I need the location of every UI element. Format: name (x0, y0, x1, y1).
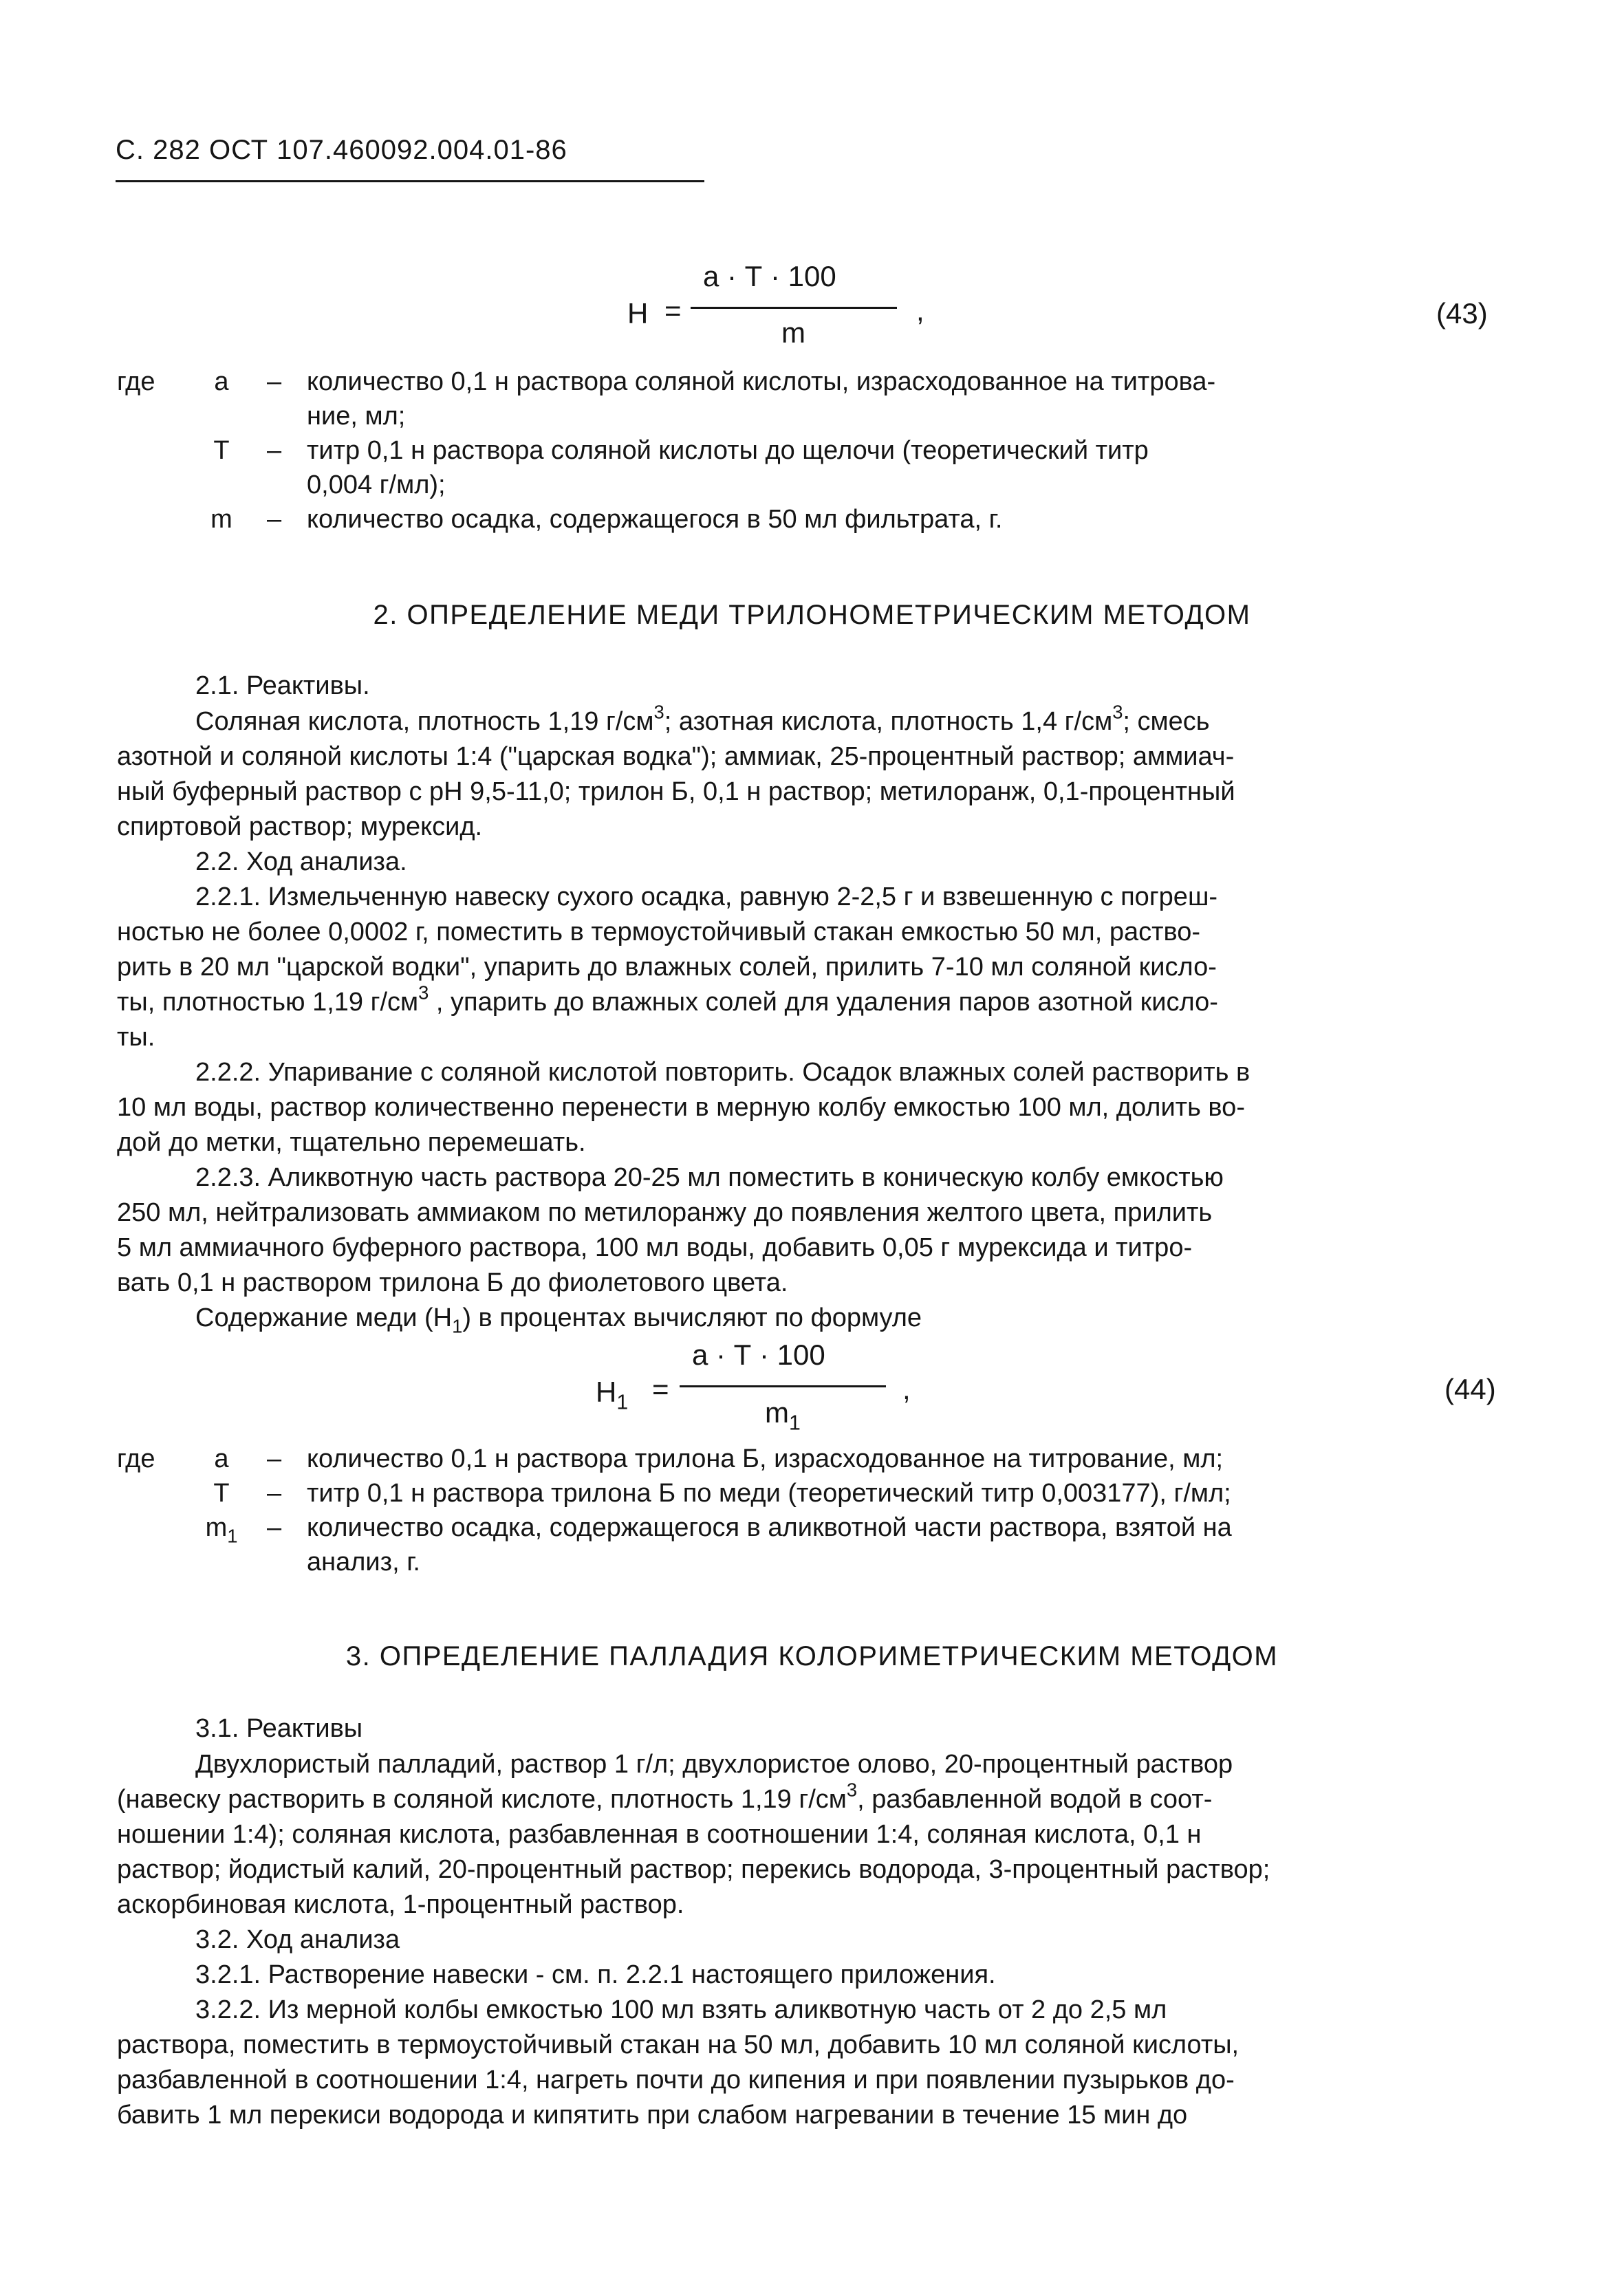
where-label: где (117, 1444, 155, 1473)
superscript: 3 (653, 701, 664, 723)
paragraph-line: 2.2.3. Аликвотную часть раствора 20-25 мл поместить в коническую колбу емкостью (195, 1163, 1224, 1192)
where-symbol-m1-sub: 1 (227, 1525, 238, 1547)
text-run: (навеску растворить в соляной кислоте, плотность 1,19 г/см (117, 1785, 847, 1814)
formula-43-lhs: Н (627, 297, 649, 329)
paragraph-line: ношении 1:4); соляная кислота, разбавленная в соотношении 1:4, соляная кислота, 0,1 н (117, 1820, 1202, 1849)
text-run: ; смесь (1123, 707, 1210, 736)
paragraph-line: бавить 1 мл перекиси водорода и кипятить при слабом нагревании в течение 15 мин до (117, 2101, 1188, 2130)
where-symbol-m1 (201, 1510, 242, 1554)
text-run: ; азотная кислота, плотность 1,4 г/см (664, 707, 1113, 736)
where-text: титр 0,1 н раствора соляной кислоты до щелочи (теоретический титр (307, 436, 1149, 465)
paragraph-line: 2.1. Реактивы. (195, 671, 370, 700)
where-dash: – (267, 1479, 282, 1508)
text-run: ты, плотностью 1,19 г/см (117, 988, 419, 1017)
paragraph-line: Двухлористый палладий, раствор 1 г/л; двухлористое олово, 20-процентный раствор (195, 1750, 1233, 1779)
paragraph-line: 3.1. Реактивы (195, 1714, 363, 1743)
where-symbol-a: а (214, 367, 229, 396)
formula-43-comma: , (916, 294, 924, 327)
formula-43-numerator: а · Т · 100 (703, 260, 836, 292)
paragraph-line: 2.2. Ход анализа. (195, 847, 407, 876)
paragraph-line: 3.2.1. Растворение навески - см. п. 2.2.1 настоящего приложения. (195, 1960, 996, 1989)
superscript: 3 (846, 1779, 858, 1801)
where-dash: – (267, 1513, 282, 1542)
paragraph-line (117, 1779, 1213, 1817)
formula-44-denominator-sub: 1 (789, 1411, 801, 1435)
paragraph-line: аскорбиновая кислота, 1-процентный раствор. (117, 1890, 684, 1919)
formula-44-comma: , (902, 1373, 911, 1405)
formula-44-denominator-main: m (765, 1396, 789, 1429)
header-underline (116, 180, 704, 182)
where-symbol-a: а (214, 1444, 229, 1473)
where-dash: – (267, 436, 282, 465)
where-label: где (117, 367, 155, 396)
where-text: количество 0,1 н раствора трилона Б, израсходованное на титрование, мл; (307, 1444, 1224, 1473)
paragraph-line (195, 1301, 922, 1344)
formula-44-lhs-sub: 1 (616, 1391, 629, 1414)
paragraph-line: раствора, поместить в термоустойчивый стакан на 50 мл, добавить 10 мл соляной кислоты, (117, 2031, 1239, 2059)
formula-43-equals: = (664, 294, 682, 327)
where-symbol-t: Т (213, 436, 230, 465)
paragraph-line: ностью не более 0,0002 г, поместить в термоустойчивый стакан емкостью 50 мл, раство- (117, 918, 1201, 946)
where-text: ние, мл; (307, 402, 406, 431)
formula-44-lhs-main: Н (596, 1376, 617, 1408)
where-text: количество осадка, содержащегося в аликвотной части раствора, взятой на (307, 1513, 1232, 1542)
paragraph-line: дой до метки, тщательно перемешать. (117, 1128, 586, 1157)
paragraph-line: спиртовой раствор; мурексид. (117, 812, 483, 841)
where-text: титр 0,1 н раствора трилона Б по меди (теоретический титр 0,003177), г/мл; (307, 1479, 1231, 1508)
formula-44-number: (44) (1444, 1373, 1496, 1405)
paragraph-line: 2.2.2. Упаривание с соляной кислотой повторить. Осадок влажных солей растворить в (195, 1058, 1251, 1087)
superscript: 3 (1112, 701, 1123, 723)
paragraph-line (195, 701, 1210, 739)
superscript: 3 (418, 982, 429, 1004)
paragraph-line: 250 мл, нейтрализовать аммиаком по метилоранжу до появления желтого цвета, прилить (117, 1198, 1213, 1227)
formula-43-denominator: m (781, 316, 805, 349)
where-symbol-m1-main: m (205, 1513, 228, 1542)
formula-43-number: (43) (1436, 297, 1488, 329)
page-header: С. 282 ОСТ 107.460092.004.01-86 (116, 135, 567, 165)
paragraph-line (117, 982, 1218, 1020)
paragraph-line: ты. (117, 1023, 155, 1052)
paragraph-line: 5 мл аммиачного буферного раствора, 100 мл воды, добавить 0,05 г мурексида и титро- (117, 1233, 1193, 1262)
section-2-heading: 2. ОПРЕДЕЛЕНИЕ МЕДИ ТРИЛОНОМЕТРИЧЕСКИМ МЕТОДОМ (373, 600, 1251, 630)
where-dash: – (267, 505, 282, 534)
text-run: , разбавленной водой в соот- (857, 1785, 1213, 1814)
section-3-heading: 3. ОПРЕДЕЛЕНИЕ ПАЛЛАДИЯ КОЛОРИМЕТРИЧЕСКИМ МЕТОДОМ (345, 1641, 1279, 1671)
formula-44-denominator (765, 1396, 801, 1436)
where-text: количество осадка, содержащегося в 50 мл фильтрата, г. (307, 505, 1003, 534)
where-text: количество 0,1 н раствора соляной кислоты, израсходованное на титрова- (307, 367, 1216, 396)
formula-44-lhs (596, 1376, 628, 1415)
paragraph-line: ный буферный раствор с pH 9,5-11,0; трилон Б, 0,1 н раствор; метилоранж, 0,1-процентный (117, 777, 1235, 806)
paragraph-line: азотной и соляной кислоты 1:4 ("царская водка"); аммиак, 25-процентный раствор; аммиач- (117, 742, 1235, 771)
where-text: анализ, г. (307, 1548, 420, 1577)
paragraph-line: рить в 20 мл "царской водки", упарить до влажных солей, прилить 7-10 мл соляной кисло- (117, 953, 1217, 982)
paragraph-line: раствор; йодистый калий, 20-процентный раствор; перекись водорода, 3-процентный раствор; (117, 1855, 1270, 1884)
text-run: ) в процентах вычисляют по формуле (462, 1303, 922, 1332)
paragraph-line: 2.2.1. Измельченную навеску сухого осадка, равную 2-2,5 г и взвешенную с погреш- (195, 882, 1218, 911)
paragraph-line: 10 мл воды, раствор количественно перенести в мерную колбу емкостью 100 мл, долить во- (117, 1093, 1245, 1122)
text-run: Соляная кислота, плотность 1,19 г/см (195, 707, 654, 736)
text-run: Содержание меди (Н (195, 1303, 453, 1332)
formula-44-fraction-bar (680, 1385, 886, 1387)
where-symbol-m: m (210, 505, 232, 534)
where-symbol-t: Т (213, 1479, 230, 1508)
where-text: 0,004 г/мл); (307, 470, 446, 499)
where-dash: – (267, 367, 282, 396)
subscript: 1 (452, 1315, 463, 1337)
formula-43-fraction-bar (691, 307, 897, 309)
paragraph-line: 3.2.2. Из мерной колбы емкостью 100 мл взять аликвотную часть от 2 до 2,5 мл (195, 1995, 1167, 2024)
paragraph-line: вать 0,1 н раствором трилона Б до фиолетового цвета. (117, 1268, 788, 1297)
formula-44-numerator: а · Т · 100 (692, 1339, 825, 1371)
where-dash: – (267, 1444, 282, 1473)
paragraph-line: 3.2. Ход анализа (195, 1925, 400, 1954)
text-run: , упарить до влажных солей для удаления паров азотной кисло- (429, 988, 1218, 1017)
formula-44-equals: = (652, 1373, 669, 1405)
paragraph-line: разбавленной в соотношении 1:4, нагреть почти до кипения и при появлении пузырьков до- (117, 2066, 1235, 2094)
